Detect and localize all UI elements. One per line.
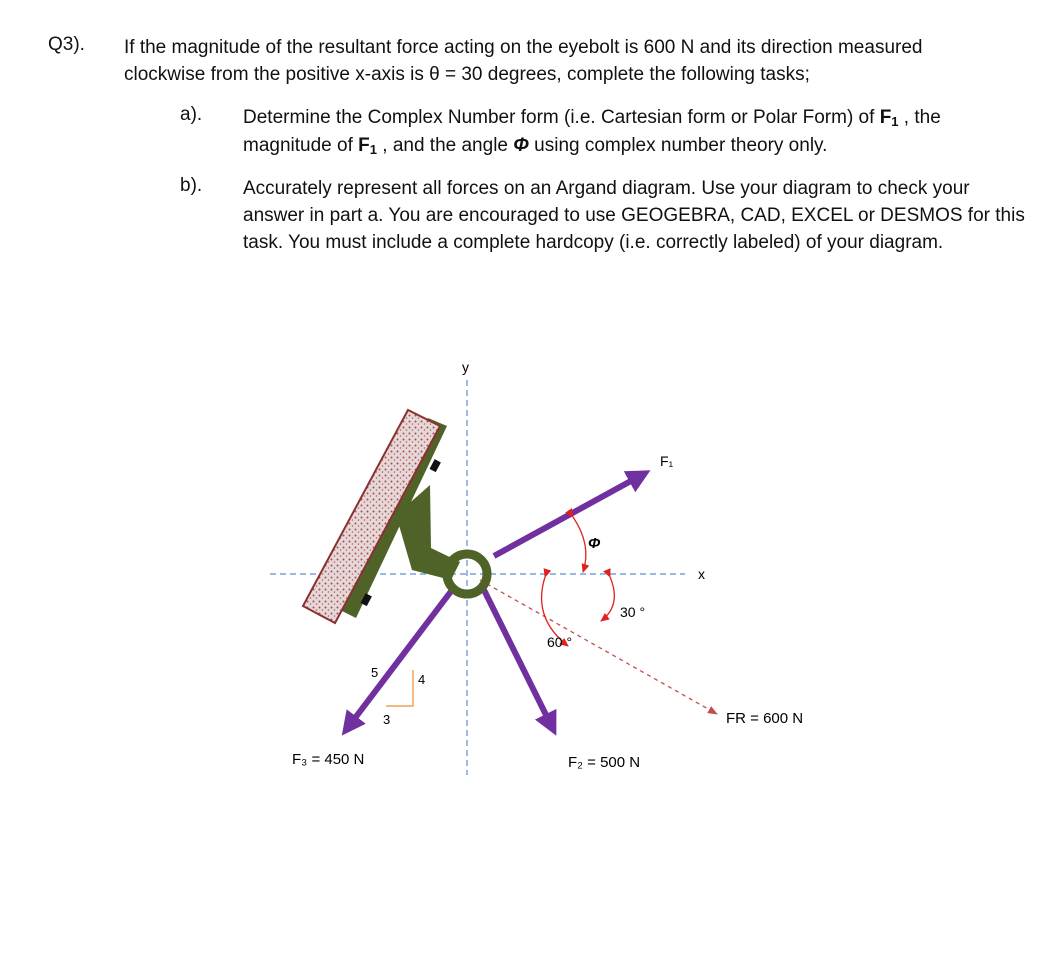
part-a-phi: Φ	[513, 135, 529, 156]
part-a-text-2: , the	[898, 107, 941, 128]
part-a-label: a).	[180, 104, 203, 125]
slope-horizontal-label: 3	[383, 712, 391, 727]
part-a-text-4: , and the angle	[376, 135, 514, 156]
bolt-top	[430, 459, 441, 472]
force-f2-arrow	[484, 590, 551, 725]
question-number: Q3).	[48, 34, 85, 55]
slope-vertical-label: 4	[418, 672, 426, 687]
f1-label: F₁	[660, 453, 674, 469]
angle-30-label: 30 °	[620, 604, 646, 620]
part-a-f1-b: F	[358, 135, 370, 156]
x-axis-label: x	[698, 566, 705, 582]
question-line-1: If the magnitude of the resultant force acting on the eyebolt is 600 N and its direction measured	[124, 37, 923, 58]
angle-60-label: 60 °	[547, 634, 573, 650]
question-line-2: clockwise from the positive x-axis is θ = 30 degrees, complete the following tasks;	[124, 64, 810, 85]
part-a-text-5: using complex number theory only.	[528, 135, 828, 156]
force-f1-arrow	[494, 476, 640, 556]
part-a-text-3: magnitude of	[243, 135, 359, 156]
phi-angle-arc	[573, 517, 586, 572]
angle-30-arc	[601, 577, 614, 621]
part-a-f1-sub: 1	[891, 114, 899, 129]
f2-label: F₂ = 500 N	[568, 754, 641, 771]
fr-label: FR = 600 N	[726, 710, 804, 727]
phi-angle-label: Φ	[588, 535, 601, 552]
f3-label: F₃ = 450 N	[292, 751, 365, 768]
slope-hypotenuse-label: 5	[371, 665, 379, 680]
part-b-label: b).	[180, 175, 203, 196]
part-b-text: Accurately represent all forces on an Argand diagram. Use your diagram to check your answer in part a. You are encouraged to use GEOGEBRA, CAD, EXCEL or DESMOS for this task. You must include a complete hardcopy (i.e. correctly labeled) of your diagram.	[243, 178, 1025, 253]
part-a-text-1: Determine the Complex Number form (i.e. Cartesian form or Polar Form) of	[243, 107, 880, 128]
mounting-bracket	[303, 410, 460, 623]
part-a-f1-b-sub: 1	[369, 142, 377, 157]
y-axis-label: y	[462, 359, 469, 375]
part-a-f1: F	[879, 107, 892, 128]
